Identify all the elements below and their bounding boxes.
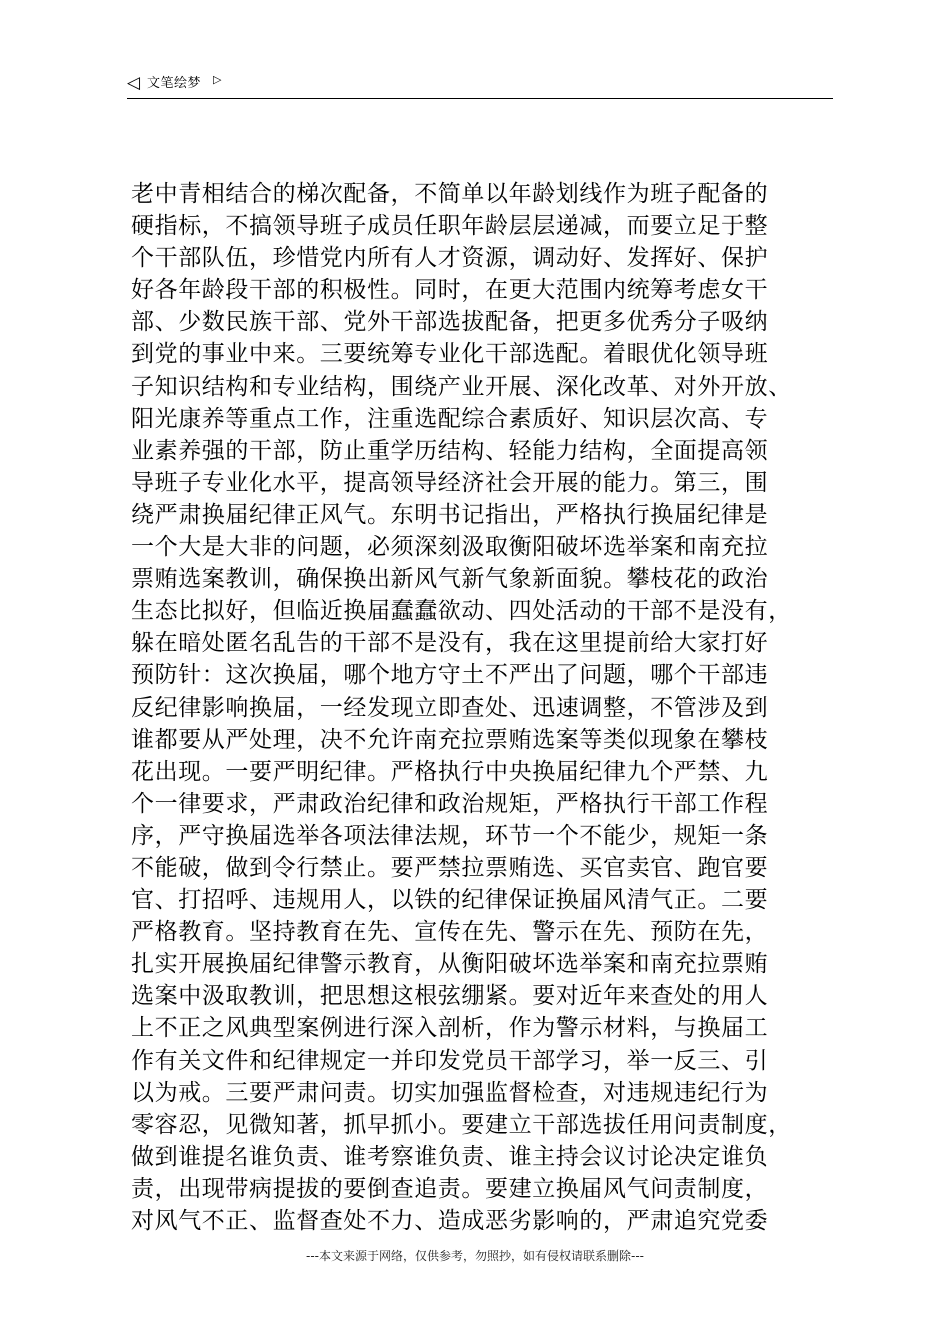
text-line: 票贿选案教训，确保换出新风气新气象新面貌。攀枝花的政治 xyxy=(131,566,769,593)
text-line: 以为戒。三要严肃问责。切实加强监督检查，对违规违纪行为 xyxy=(131,1079,769,1106)
text-line: 反纪律影响换届，一经发现立即查处、迅速调整，不管涉及到 xyxy=(131,694,769,721)
text-line: 导班子专业化水平，提高领导经济社会开展的能力。第三，围 xyxy=(131,469,769,496)
text-line: 绕严肃换届纪律正风气。东明书记指出，严格执行换届纪律是 xyxy=(131,501,769,528)
text-line: 对风气不正、监督查处不力、造成恶劣影响的，严肃追究党委 xyxy=(131,1208,769,1234)
text-line: 部、少数民族干部、党外干部选拔配备，把更多优秀分子吸纳 xyxy=(131,309,769,336)
left-triangle-icon: ◁ xyxy=(127,73,141,93)
text-line: 严格教育。坚持教育在先、宣传在先、警示在先、预防在先， xyxy=(131,919,769,946)
text-line: 扎实开展换届纪律警示教育，从衡阳破坏选举案和南充拉票贿 xyxy=(131,951,769,978)
text-line: 业素养强的干部，防止重学历结构、轻能力结构，全面提高领 xyxy=(131,437,769,464)
text-line: 谁都要从严处理，决不允许南充拉票贿选案等类似现象在攀枝 xyxy=(131,726,769,753)
text-line: 零容忍，见微知著，抓早抓小。要建立干部选拔任用问责制度， xyxy=(131,1111,792,1138)
text-line: 一个大是大非的问题，必须深刻汲取衡阳破坏选举案和南充拉 xyxy=(131,534,769,561)
text-line: 阳光康养等重点工作，注重选配综合素质好、知识层次高、专 xyxy=(131,405,769,432)
text-line: 花出现。一要严明纪律。严格执行中央换届纪律九个严禁、九 xyxy=(131,758,769,785)
text-line: 选案中汲取教训，把思想这根弦绷紧。要对近年来查处的用人 xyxy=(131,983,769,1010)
text-line: 不能破，做到令行禁止。要严禁拉票贿选、买官卖官、跑官要 xyxy=(131,854,769,881)
text-line: 子知识结构和专业结构，围绕产业开展、深化改革、对外开放、 xyxy=(131,373,792,400)
text-line: 生态比拟好，但临近换届蠢蠢欲动、四处活动的干部不是没有， xyxy=(131,598,792,625)
text-line: 老中青相结合的梯次配备，不简单以年龄划线作为班子配备的 xyxy=(131,181,769,207)
text-line: 作有关文件和纪律规定一并印发党员干部学习，举一反三、引 xyxy=(131,1047,769,1074)
text-line: 序，严守换届选举各项法律法规，环节一个不能少，规矩一条 xyxy=(131,822,769,849)
right-triangle-icon: ▷ xyxy=(213,73,222,86)
text-line: 预防针：这次换届，哪个地方守土不严出了问题，哪个干部违 xyxy=(131,662,769,689)
text-line: 上不正之风典型案例进行深入剖析，作为警示材料，与换届工 xyxy=(131,1015,769,1042)
text-line: 到党的事业中来。三要统筹专业化干部选配。着眼优化领导班 xyxy=(131,341,769,368)
text-line: 官、打招呼、违规用人，以铁的纪律保证换届风清气正。二要 xyxy=(131,887,769,914)
text-line: 个一律要求，严肃政治纪律和政治规矩，严格执行干部工作程 xyxy=(131,790,769,817)
text-line: 好各年龄段干部的积极性。同时，在更大范围内统筹考虑女干 xyxy=(131,277,769,304)
document-body xyxy=(131,178,841,1237)
page-footer-disclaimer: ---本文来源于网络，仅供参考，勿照抄，如有侵权请联系删除--- xyxy=(306,1249,644,1263)
text-line: 责，出现带病提拔的要倒查追责。要建立换届风气问责制度， xyxy=(131,1175,769,1202)
text-line: 个干部队伍，珍惜党内所有人才资源，调动好、发挥好、保护 xyxy=(131,245,769,272)
text-line: 做到谁提名谁负责、谁考察谁负责、谁主持会议讨论决定谁负 xyxy=(131,1143,769,1170)
page-header xyxy=(127,72,833,99)
text-line: 躲在暗处匿名乱告的干部不是没有，我在这里提前给大家打好 xyxy=(131,630,769,657)
text-line: 硬指标，不搞领导班子成员任职年龄层层递减，而要立足于整 xyxy=(131,213,769,240)
header-title: 文笔绘梦 xyxy=(147,76,202,91)
